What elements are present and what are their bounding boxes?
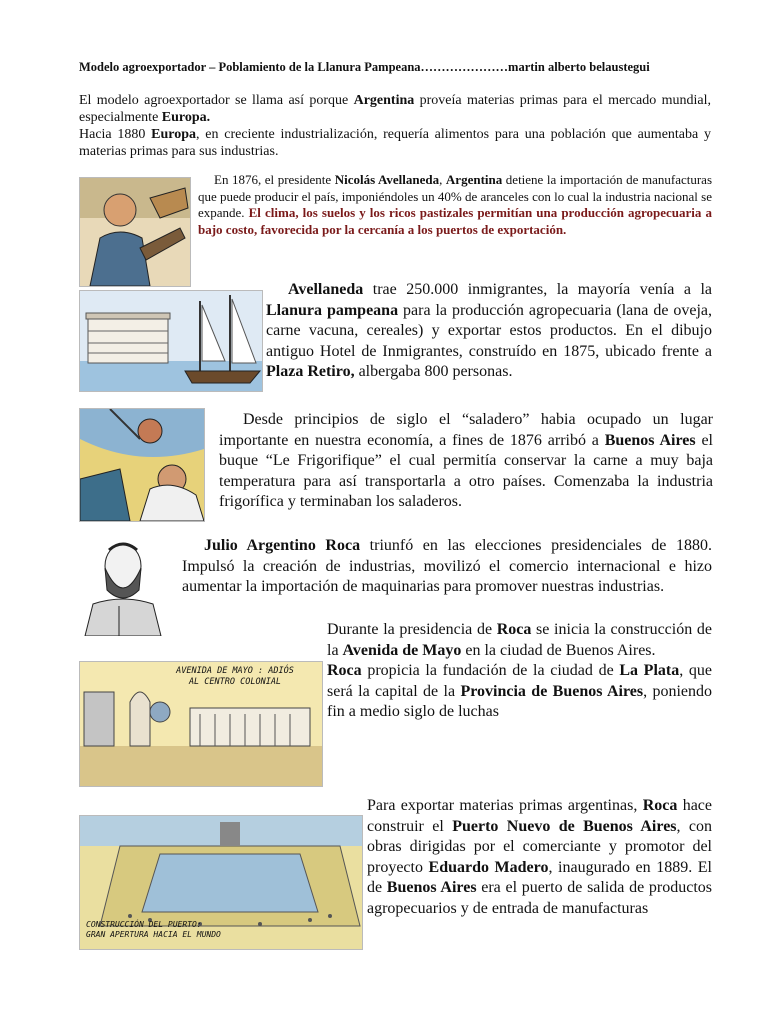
header-title: Modelo agroexportador – Poblamiento de la Llanura Pampeana…………………martin alberto belaustegui [79, 60, 650, 74]
section-4-text: Julio Argentino Roca triunfó en las elecciones presidenciales de 1880. Impulsó la creación de industrias, movilizó el comercio internacional e hizo aumentar la importación de maquinarias para promover nuestras industrias. [182, 537, 712, 595]
section-puerto [367, 796, 712, 919]
illustration-worker-image [79, 177, 191, 287]
intro-paragraph-1: El modelo agroexportador se llama así porque Argentina proveía materias primas para el mercado mundial, especialmente Europa. [79, 93, 711, 125]
section-5-text-a: Durante la presidencia de Roca se inicia la construcción de la Avenida de Mayo en la ciudad de Buenos Aires. [327, 621, 712, 659]
section-roca [182, 536, 712, 598]
puerto-caption: CONSTRUCCIÓN DEL PUERTO: GRAN APERTURA HACIA EL MUNDO [86, 920, 221, 939]
section-1-text: En 1876, el presidente Nicolás Avellaneda, Argentina detiene la importación de manufacturas que puede producir el país, imponiéndoles un 40% de aranceles con lo cual la industria nacional se expande. El clima, los suelos y los ricos pastizales permitían una producción agropecuaria a bajo costo, favorecida por la cercanía a los puertos de exportación. [198, 172, 713, 237]
illustration-immigrant-hotel-image [79, 290, 263, 392]
illustration-frigorifico-image [79, 408, 205, 522]
avenida-caption: AVENIDA DE MAYO : ADIÓS AL CENTRO COLONIAL [176, 666, 294, 687]
section-2-text: Avellaneda trae 250.000 inmigrantes, la mayoría venía a la Llanura pampeana para la producción agropecuaria (lana de oveja, carne vacuna, cereales) y exportar estos productos. En el dibujo antiguo Hotel de Inmigrantes, construído en 1875, ubicado frente a Plaza Retiro, albergaba 800 personas. [266, 281, 713, 380]
section-immigration [266, 280, 712, 383]
section-frigorifico [219, 410, 713, 513]
intro-block [79, 92, 711, 160]
page-header [79, 60, 709, 75]
illustration-avenida-de-mayo-image [79, 661, 323, 787]
section-avenida-la-plata [327, 620, 712, 723]
illustration-roca-portrait-image [79, 528, 165, 636]
section-3-text: Desde principios de siglo el “saladero” habia ocupado un lugar importante en nuestra economía, a fines de 1876 arribó a Buenos Aires el buque “Le Frigorifique” el cual permitía conservar la carne a muy baja temperatura para así transportarla a otro países. Comenzaba la industria frigorífica y terminaban los saladeros. [219, 411, 714, 510]
section-avellaneda-policy [198, 172, 712, 238]
intro-paragraph-2: Hacia 1880 Europa, en creciente industrialización, requería alimentos para una población que aumentaba y materias primas para sus industrias. [79, 127, 711, 159]
section-5-text-b: Roca propicia la fundación de la ciudad de La Plata, que será la capital de la Provincia de Buenos Aires, poniendo fin a medio siglo de luchas [327, 662, 713, 720]
section-6-text: Para exportar materias primas argentinas, Roca hace construir el Puerto Nuevo de Buenos Aires, con obras dirigidas por el comerciante y promotor del proyecto Eduardo Madero, inaugurado en 1889. El de Buenos Aires era el puerto de salida de productos agropecuarios y de entrada de manufacturas [367, 797, 713, 917]
illustration-puerto-image [79, 815, 363, 950]
